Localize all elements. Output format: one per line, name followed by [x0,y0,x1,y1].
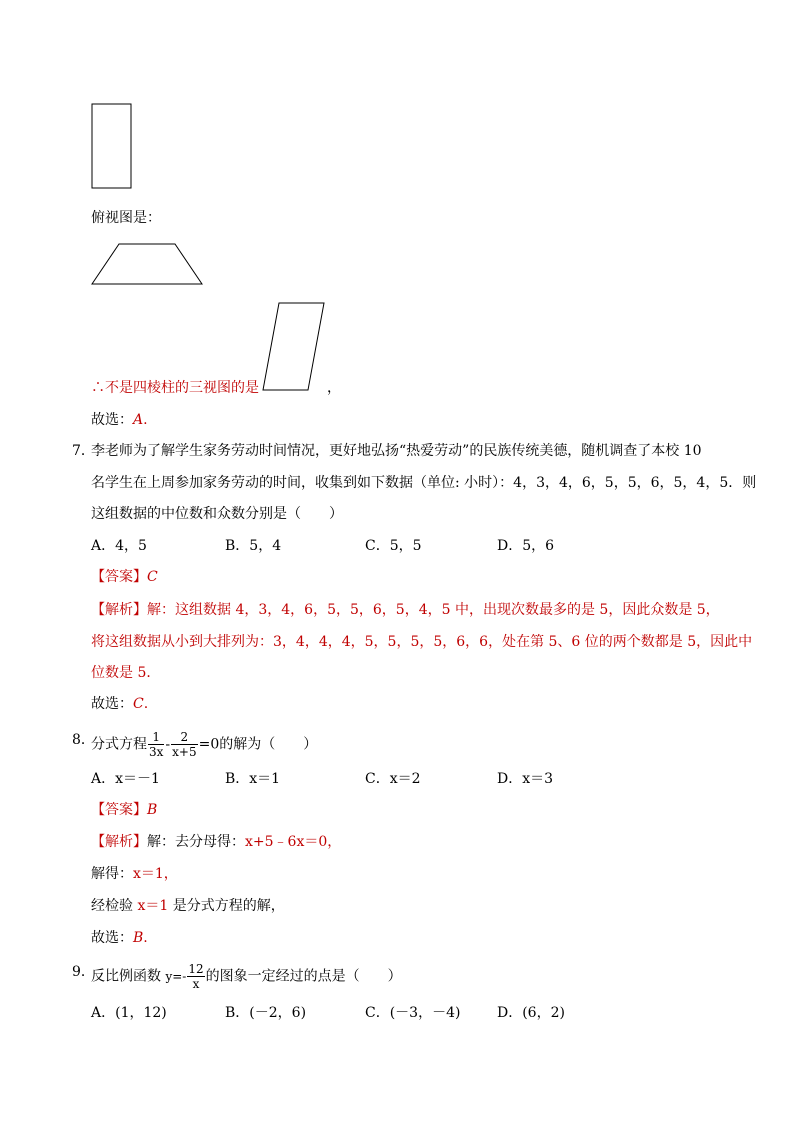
q7-answer: 【答案】C [91,569,158,585]
q9-option-a: A．(1，12) [91,1005,167,1021]
q6-choice: 故选：A. [91,412,148,428]
q8-choice: 故选：B. [91,930,148,946]
q8-stem: 分式方程 $\frac{1}{3x}$ - $\frac{2}{x+5}$ =0的解为（ ） [91,730,318,759]
q8-answer-letter: B [147,802,158,818]
q7-choice: 故选：C. [91,696,149,712]
q7-choice-letter: C [133,696,144,712]
q7-answer-letter: C [147,569,158,585]
q9-option-d: D．(6，2) [497,1005,565,1021]
q8-answer: 【答案】B [91,802,158,818]
q7-number: 7． [72,443,95,459]
q8-option-d: D．x＝3 [497,771,554,787]
q8-choice-letter: B [133,930,144,946]
q8-check: 经检验 x＝1 是分式方程的解， [91,898,285,914]
q9-number: 9． [72,964,95,980]
q9-option-b: B．(－2，6) [225,1005,307,1021]
q8-option-b: B．x＝1 [225,771,281,787]
q7-option-a: A．4，5 [91,538,147,554]
q9-fraction: $\frac{12}{x}$ [188,962,204,991]
q8-solve: 解得：x＝1， [91,866,178,882]
conclusion-line [91,378,259,398]
q8-option-c: C．x＝2 [365,771,421,787]
q8-option-a: A．x＝－1 [91,771,160,787]
q8-fraction-2: $\frac{2}{x+5}$ [172,730,197,759]
q9-option-c: C．(－3，－4) [365,1005,461,1021]
conclusion-suffix: ， [327,380,341,396]
q8-fraction-1: $\frac{1}{3x}$ [149,730,164,759]
q7-analysis-line1: 【解析】解：这组数据 4，3，4，6，5，5，6，5，4，5 中，出现次数最多的是 5，因此众数是 5， [91,602,720,618]
q7-stem-line3: 这组数据的中位数和众数分别是（ ） [91,506,343,522]
conclusion-prefix: ∴不是四棱柱的三视图的是 [91,380,259,396]
q7-stem-line2: 名学生在上周参加家务劳动的时间，收集到如下数据（单位: 小时）：4，3，4，6，5，5，6，5，4，5．则 [91,475,757,491]
q8-number: 8． [72,732,95,748]
q7-option-c: C．5，5 [365,538,422,554]
q8-analysis: 【解析】解：去分母得：x+5﹣6x＝0， [91,834,342,850]
q7-analysis-line2: 将这组数据从小到大排列为：3，4，4，4，5，5，5，5，6，6，处在第 5、6 位的两个数都是 5，因此中 [91,634,753,650]
q7-stem-line1: 李老师为了解学生家务劳动时间情况，更好地弘扬“热爱劳动”的民族传统美德，随机调查了本校 10 [91,443,702,459]
top-view-label: 俯视图是： [91,210,161,226]
q7-option-d: D．5，6 [497,538,555,554]
q7-option-b: B．5，4 [225,538,282,554]
parallelogram-figure [0,0,1,1]
q6-choice-letter: A [133,412,144,428]
q7-analysis-line3: 位数是 5． [91,665,161,681]
q9-stem: 反比例函数 y=- $\frac{12}{x}$ 的图象一定经过的点是（ ） [91,962,402,991]
